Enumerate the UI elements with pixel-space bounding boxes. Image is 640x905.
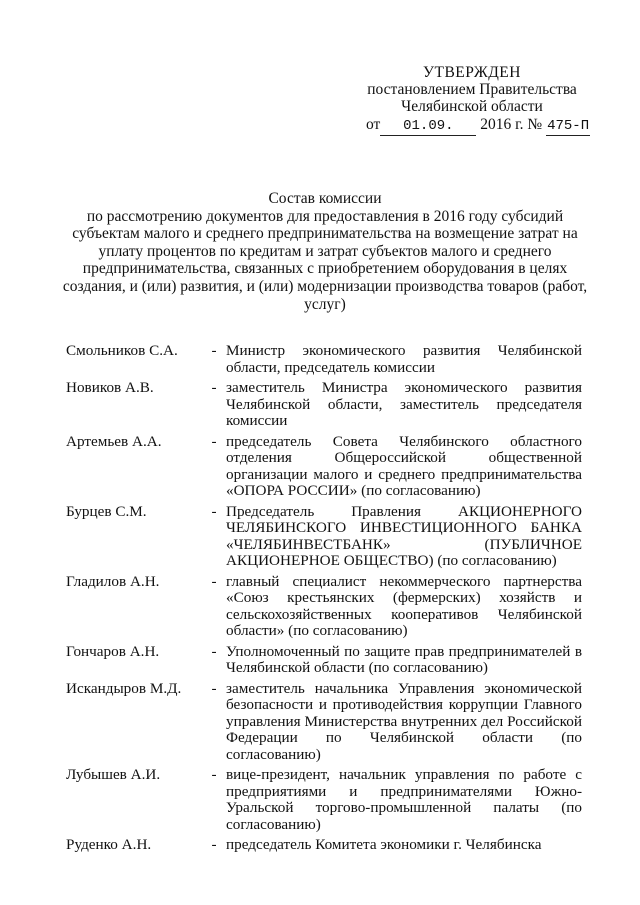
- approval-stamp: [352, 64, 592, 136]
- member-role: Уполномоченный по защите прав предпринимателей в Челябинской области (по согласованию): [226, 642, 582, 676]
- member-row: [66, 574, 586, 640]
- document-subtitle: по рассмотрению документов для предоставления в 2016 году субсидий субъектам малого и среднего предпринимательства на возмещение затрат на уплату процентов по кредитам и затрат субъектов малого и среднего предпринимательства, связанных с приобретением оборудования в целях создания, и (или) развития, и (или) модернизации производства товаров (работ, услуг): [62, 207, 588, 313]
- members-list: [66, 343, 586, 858]
- member-name: Бурцев С.М.: [66, 502, 147, 520]
- member-dash: -: [211, 679, 217, 697]
- member-role: главный специалист некоммерческого партнерства «Союз крестьянских (фермерских) хозяйств и сельскохозяйственных кооперативов Челябинской области» (по согласованию): [226, 572, 582, 639]
- decree-year: 2016 г. №: [480, 116, 543, 133]
- member-row: [66, 504, 586, 570]
- member-dash: -: [211, 342, 217, 359]
- member-dash: -: [211, 502, 217, 520]
- member-role: Министр экономического развития Челябинской области, председатель комиссии: [226, 342, 582, 376]
- member-row: [66, 434, 586, 500]
- date-prefix: от: [366, 116, 381, 133]
- member-dash: -: [211, 836, 217, 853]
- member-dash: -: [211, 642, 217, 660]
- decree-date: 01.09.: [380, 118, 476, 136]
- approval-line-2: Челябинской области: [401, 98, 543, 115]
- member-row: [66, 644, 586, 677]
- document-heading: [60, 190, 590, 313]
- decree-number: 475-П: [547, 118, 590, 134]
- member-name: Артемьев А.А.: [66, 432, 162, 450]
- member-name: Гончаров А.Н.: [66, 642, 160, 660]
- approval-title: УТВЕРЖДЕН: [423, 64, 521, 81]
- member-name: Смольников С.А.: [66, 342, 178, 359]
- member-role: заместитель Министра экономического развития Челябинской области, заместитель председателя комиссии: [226, 379, 582, 429]
- approval-line-1: постановлением Правительства: [367, 81, 577, 98]
- member-role: заместитель начальника Управления экономической безопасности и противодействия коррупции Главного управления Министерства внутренних дел Российской Федерации по Челябинской области (по согласованию): [226, 679, 582, 763]
- member-name: Гладилов А.Н.: [66, 572, 160, 590]
- approval-date-line: [352, 116, 592, 136]
- member-name: Руденко А.Н.: [66, 836, 152, 853]
- member-name: Новиков А.В.: [66, 379, 154, 396]
- member-row: [66, 343, 586, 376]
- member-row: [66, 837, 586, 854]
- member-name: Искандыров М.Д.: [66, 679, 182, 697]
- member-name: Лубышев А.И.: [66, 766, 161, 783]
- member-dash: -: [211, 572, 217, 590]
- member-role: председатель Совета Челябинского областного отделения Общероссийской общественной организации малого и среднего предпринимательства «ОПОРА РОССИИ» (по согласованию): [226, 432, 582, 499]
- document-title: Состав комиссии: [268, 190, 382, 207]
- member-dash: -: [211, 766, 217, 783]
- member-role: вице-президент, начальник управления по работе с предприятиями и предпринимателями Южно-Уральской торгово-промышленной палаты (по согласованию): [226, 766, 582, 833]
- member-dash: -: [211, 379, 217, 396]
- member-row: [66, 681, 586, 764]
- member-role: председатель Комитета экономики г. Челябинска: [226, 836, 542, 853]
- member-row: [66, 380, 586, 430]
- member-dash: -: [211, 432, 217, 450]
- member-role: Председатель Правления АКЦИОНЕРНОГО ЧЕЛЯБИНСКОГО ИНВЕСТИЦИОННОГО БАНКА «ЧЕЛЯБИНВЕСТБАНК» (ПУБЛИЧНОЕ АКЦИОНЕРНОЕ ОБЩЕСТВО) (по согласованию): [226, 502, 582, 569]
- member-row: [66, 767, 586, 833]
